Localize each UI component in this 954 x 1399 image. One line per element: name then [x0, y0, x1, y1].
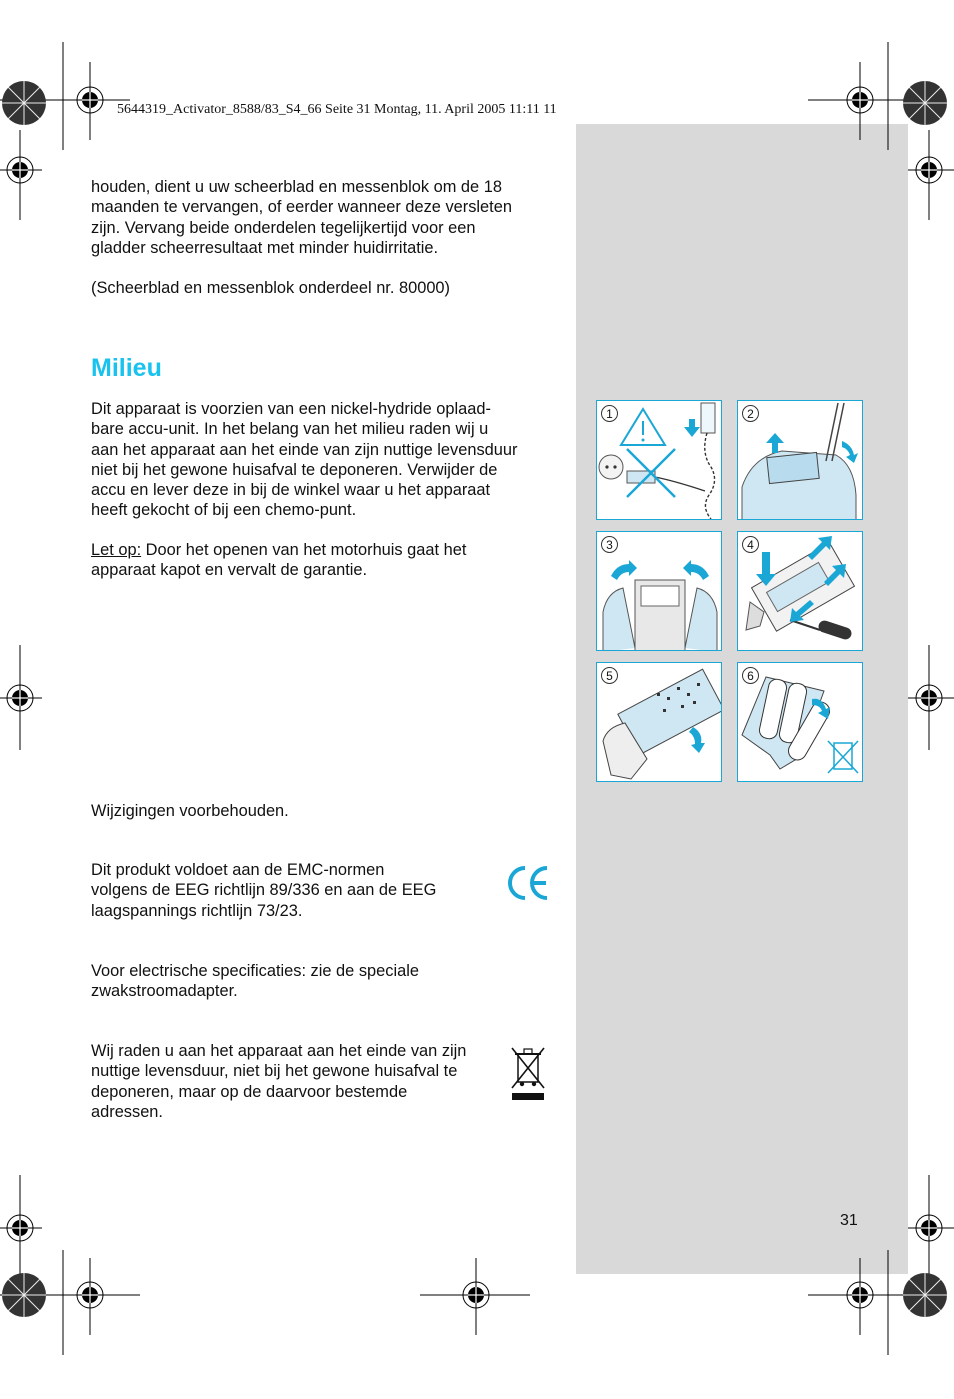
figure-number: 6	[742, 667, 759, 684]
environment-paragraph: Dit apparaat is voorzien van een nickel-hydride oplaad- bare accu-unit. In het belang van het milieu raden wij u aan het apparaat aan het einde van zijn nuttige levensduur niet bij het gewone huisafval te deponeren. Verwijder de accu en lever deze in bij de winkel waar u het apparaat heeft gekocht of bij een chemo-punt.	[91, 400, 518, 520]
figure-3	[596, 531, 722, 651]
warning-text: Door het openen van het motorhuis gaat het apparaat kapot en vervalt de garantie.	[91, 541, 467, 580]
figure-5	[596, 662, 722, 782]
figure-1	[596, 400, 722, 520]
warning-label: Let op:	[91, 541, 142, 559]
crossed-bin-icon	[508, 1044, 548, 1102]
part-number-text: (Scheerblad en messenblok onderdeel nr. 80000)	[91, 279, 451, 297]
figure-number: 5	[601, 667, 618, 684]
figure-6	[737, 662, 863, 782]
figure-number: 2	[742, 405, 759, 422]
warning-paragraph	[91, 540, 561, 581]
page-number: 31	[840, 1212, 858, 1229]
changes-text: Wijzigingen voorbehouden.	[91, 802, 289, 820]
disposal-paragraph: Wij raden u aan het apparaat aan het einde van zijn nuttige levensduur, niet bij het gewone huisafval te deponeren, maar op de daarvoor bestemde adressen.	[91, 1042, 467, 1121]
section-heading: Milieu	[91, 354, 162, 382]
figure-number: 3	[601, 536, 618, 553]
figure-number: 1	[601, 405, 618, 422]
ce-mark-icon	[506, 864, 550, 902]
figure-4	[737, 531, 863, 651]
intro-paragraph: houden, dient u uw scheerblad en messenblok om de 18 maanden te vervangen, of eerder wanneer deze versleten zijn. Vervang beide onderdelen tegelijkertijd voor een gladder scheerresultaat met minder huidirritatie.	[91, 178, 512, 257]
figure-number: 4	[742, 536, 759, 553]
figure-2	[737, 400, 863, 520]
specification-paragraph: Voor electrische specificaties: zie de speciale zwakstroomadapter.	[91, 962, 419, 1001]
print-header: 5644319_Activator_8588/83_S4_66 Seite 31 Montag, 11. April 2005 11:11 11	[117, 102, 557, 117]
emc-paragraph: Dit produkt voldoet aan de EMC-normen volgens de EEG richtlijn 89/336 en aan de EEG laagspannings richtlijn 73/23.	[91, 861, 437, 920]
